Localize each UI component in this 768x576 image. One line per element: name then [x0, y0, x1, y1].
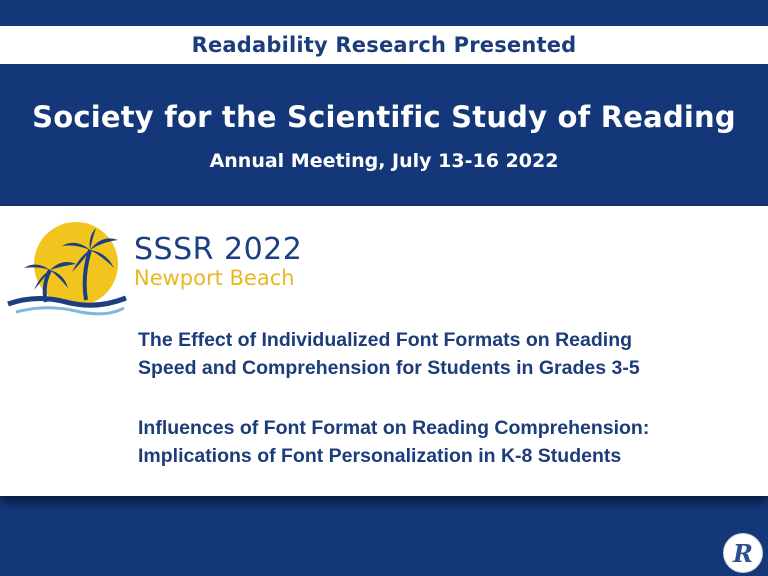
presentation-title-2	[138, 414, 649, 470]
presentation-title-2-line-1: Influences of Font Format on Reading Comprehension:	[138, 417, 650, 439]
presentation-title-1-line-1: The Effect of Individualized Font Formats on Reading	[138, 329, 633, 351]
event-logo-text	[134, 234, 302, 290]
presentation-title-1-line-2: Speed and Comprehension for Students in Grades 3-5	[138, 357, 640, 379]
event-logo-location: Newport Beach	[134, 266, 295, 290]
brand-letter: R	[733, 538, 753, 568]
hero-section	[0, 64, 768, 206]
presentation-title-1	[138, 326, 640, 382]
conference-subtitle: Annual Meeting, July 13-16 2022	[209, 150, 559, 172]
presentation-title-2-line-2: Implications of Font Personalization in K-8 Students	[138, 445, 622, 467]
top-banner	[0, 26, 768, 64]
palm-trees-sun-logo-icon	[6, 216, 128, 320]
banner-heading: Readability Research Presented	[191, 33, 577, 57]
r-monogram-icon	[723, 533, 763, 573]
conference-title: Society for the Scientific Study of Reading	[32, 100, 736, 134]
content-card	[0, 206, 768, 496]
event-logo-name: SSSR 2022	[134, 232, 303, 267]
